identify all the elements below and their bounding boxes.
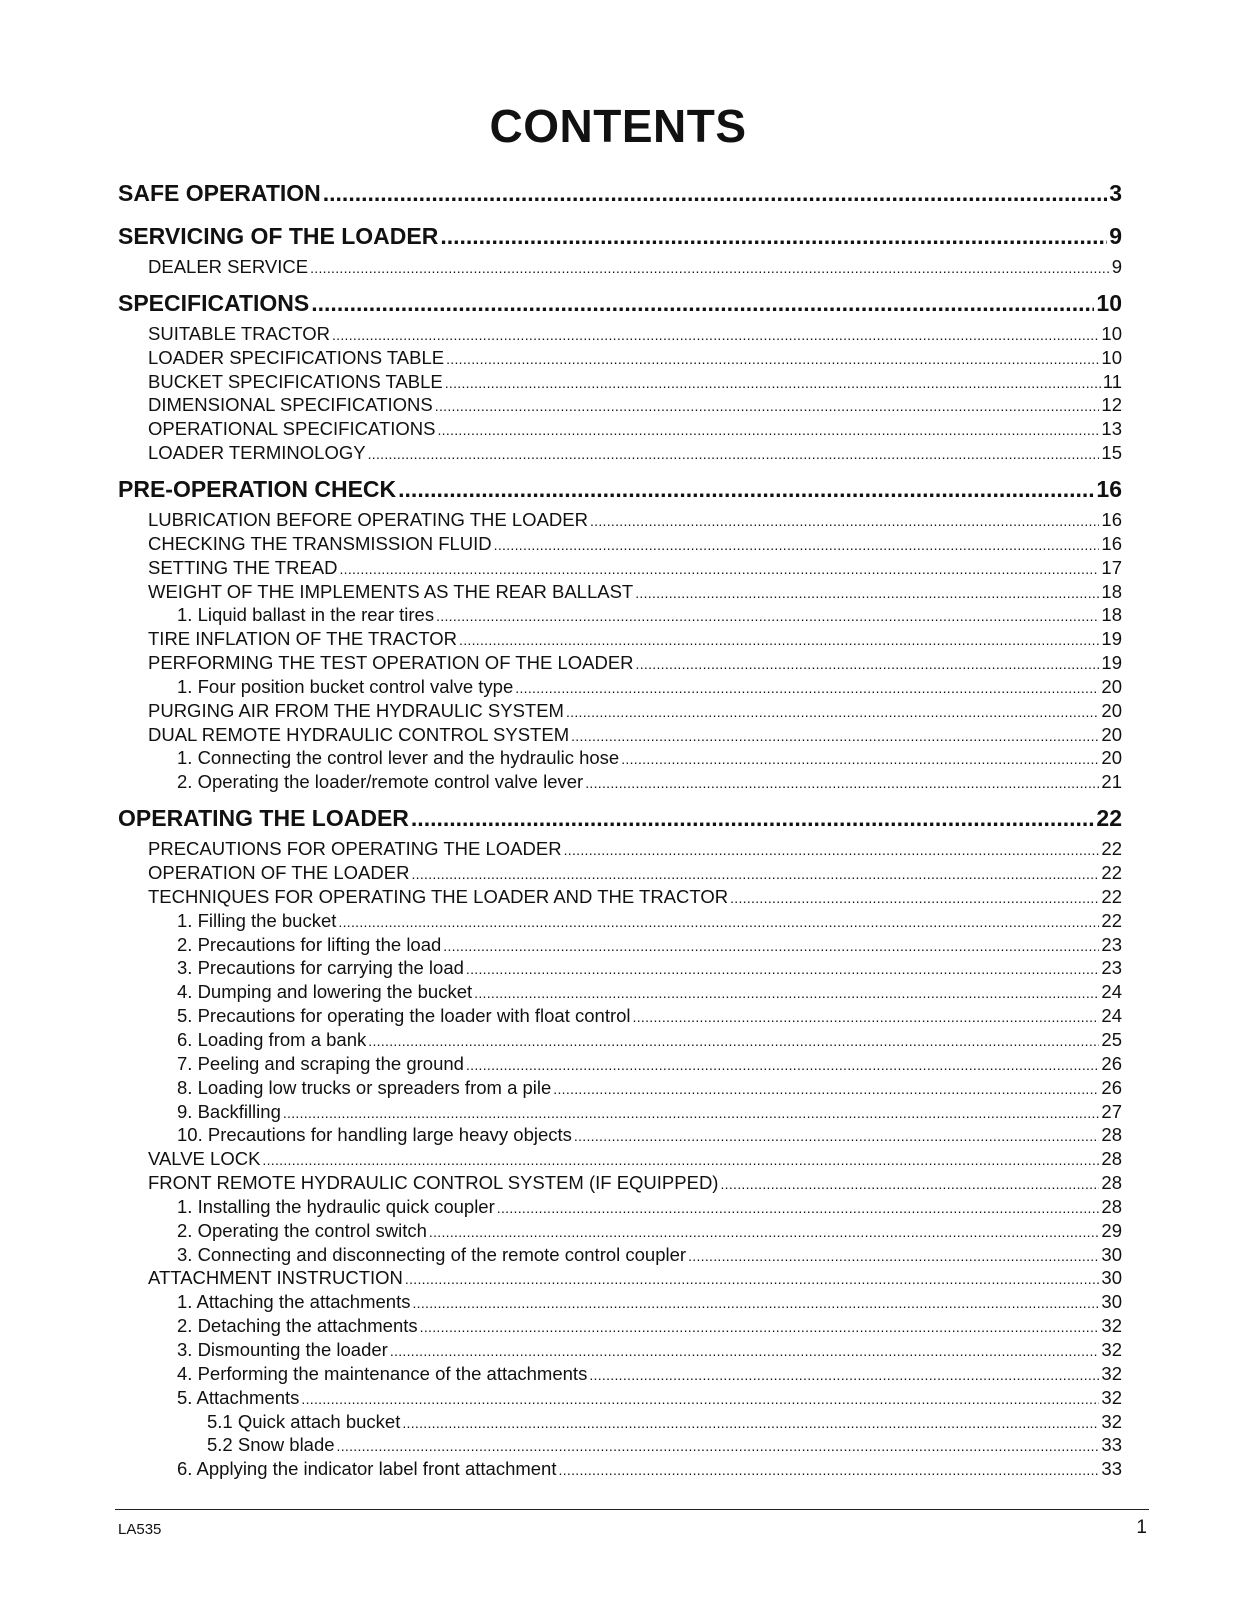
toc-entry-level-1 — [118, 803, 1122, 833]
toc-entry-page-number: 26 — [1101, 1052, 1122, 1074]
toc-entry-page-number: 22 — [1096, 805, 1122, 832]
toc-entry-page-number: 16 — [1096, 475, 1122, 502]
toc-entry-page-number: 28 — [1101, 1195, 1122, 1217]
toc-entry-title: 6. Loading from a bank — [177, 1028, 367, 1050]
toc-entry-title: PRECAUTIONS FOR OPERATING THE LOADER — [148, 838, 562, 860]
toc-entry-page-number: 32 — [1101, 1386, 1122, 1408]
dot-leader — [590, 509, 1099, 533]
toc-entry-title: 7. Peeling and scraping the ground — [177, 1052, 464, 1074]
toc-entry-page-number: 26 — [1101, 1076, 1122, 1098]
toc-entry-level-2 — [118, 699, 1122, 723]
toc-entry-level-3 — [118, 933, 1122, 957]
dot-leader — [412, 1291, 1099, 1315]
dot-leader — [405, 1267, 1100, 1291]
toc-entry-title: 1. Filling the bucket — [177, 909, 337, 931]
toc-entry-page-number: 22 — [1101, 885, 1122, 907]
toc-entry-title: OPERATING THE LOADER — [118, 805, 409, 832]
toc-entry-title: SETTING THE TREAD — [148, 556, 338, 578]
dot-leader — [429, 1220, 1100, 1244]
toc-entry-level-2 — [118, 556, 1122, 580]
toc-entry-page-number: 13 — [1101, 418, 1122, 440]
toc-entry-level-1 — [118, 474, 1122, 504]
dot-leader — [339, 557, 1099, 581]
footer-document-code: LA535 — [118, 1521, 162, 1538]
toc-entry-level-3 — [118, 1100, 1122, 1124]
toc-entry-level-4 — [118, 1410, 1122, 1434]
toc-entry-title: TIRE INFLATION OF THE TRACTOR — [148, 628, 458, 650]
toc-entry-title: FRONT REMOTE HYDRAULIC CONTROL SYSTEM (IF EQUIPPED) — [148, 1172, 719, 1194]
toc-entry-page-number: 10 — [1101, 322, 1122, 344]
toc-entry-level-2 — [118, 441, 1122, 465]
toc-entry-page-number: 23 — [1101, 957, 1122, 979]
toc-entry-page-number: 20 — [1101, 699, 1122, 721]
toc-entry-level-2 — [118, 861, 1122, 885]
toc-entry-title: 5.1 Quick attach bucket — [207, 1410, 401, 1432]
toc-entry-page-number: 30 — [1101, 1267, 1122, 1289]
toc-entry-level-3 — [118, 746, 1122, 770]
toc-entry-level-3 — [118, 1314, 1122, 1338]
toc-entry-page-number: 22 — [1101, 909, 1122, 931]
toc-entry-level-3 — [118, 956, 1122, 980]
toc-entry-title: SPECIFICATIONS — [118, 289, 310, 316]
toc-entry-title: PERFORMING THE TEST OPERATION OF THE LOADER — [148, 652, 634, 674]
toc-entry-page-number: 27 — [1101, 1100, 1122, 1122]
toc-entry-level-3 — [118, 1386, 1122, 1410]
toc-entry-level-2 — [118, 255, 1122, 279]
dot-leader — [497, 1196, 1100, 1220]
toc-entry-title: OPERATION OF THE LOADER — [148, 862, 410, 883]
toc-entry-page-number: 20 — [1101, 675, 1122, 697]
toc-entry-title: 5. Attachments — [177, 1386, 300, 1408]
toc-entry-page-number: 22 — [1101, 838, 1122, 860]
dot-leader — [446, 347, 1099, 371]
toc-entry-title: 5. Precautions for operating the loader with float control — [177, 1005, 631, 1027]
toc-entry-page-number: 29 — [1101, 1219, 1122, 1241]
toc-entry-page-number: 32 — [1101, 1315, 1122, 1337]
toc-entry-page-number: 28 — [1101, 1124, 1122, 1146]
toc-entry-page-number: 33 — [1101, 1458, 1122, 1480]
toc-entry-page-number: 11 — [1102, 370, 1122, 392]
toc-entry-page-number: 33 — [1101, 1434, 1122, 1456]
dot-leader — [262, 1148, 1099, 1172]
toc-entry-title: 2. Operating the control switch — [177, 1219, 427, 1241]
dot-leader — [633, 1005, 1100, 1029]
dot-leader — [436, 604, 1099, 628]
dot-leader — [688, 1244, 1099, 1268]
toc-entry-level-2 — [118, 837, 1122, 861]
toc-entry-title: 4. Performing the maintenance of the attachments — [177, 1362, 588, 1384]
toc-entry-level-1 — [118, 178, 1122, 208]
toc-entry-page-number: 17 — [1101, 556, 1122, 578]
toc-entry-level-2 — [118, 723, 1122, 747]
dot-leader — [337, 1434, 1100, 1458]
toc-entry-page-number: 16 — [1101, 508, 1122, 530]
toc-entry-level-2 — [118, 1266, 1122, 1290]
toc-entry-title: DUAL REMOTE HYDRAULIC CONTROL SYSTEM — [148, 723, 570, 745]
toc-entry-page-number: 12 — [1101, 394, 1122, 416]
toc-entry-title: WEIGHT OF THE IMPLEMENTS AS THE REAR BALLAST — [148, 580, 634, 602]
toc-entry-page-number: 20 — [1101, 747, 1122, 769]
toc-entry-level-3 — [118, 1028, 1122, 1052]
dot-leader — [411, 862, 1099, 886]
page-title: CONTENTS — [489, 100, 747, 152]
toc-entry-title: 2. Operating the loader/remote control valve lever — [177, 771, 584, 793]
toc-entry-title: LUBRICATION BEFORE OPERATING THE LOADER — [148, 508, 588, 530]
toc-entry-title: 4. Dumping and lowering the bucket — [177, 981, 473, 1003]
toc-entry-level-3 — [118, 675, 1122, 699]
dot-leader — [368, 442, 1100, 466]
dot-leader — [459, 628, 1099, 652]
toc-entry-page-number: 20 — [1101, 723, 1122, 745]
footer-page-number: 1 — [1136, 1517, 1147, 1538]
dot-leader — [564, 838, 1100, 862]
toc-entry-title: PRE-OPERATION CHECK — [118, 475, 397, 502]
dot-leader — [411, 803, 1094, 833]
toc-entry-page-number: 9 — [1111, 256, 1122, 277]
toc-entry-page-number: 28 — [1101, 1148, 1122, 1170]
dot-leader — [420, 1315, 1100, 1339]
toc-entry-page-number: 19 — [1101, 628, 1122, 650]
toc-entry-title: LOADER TERMINOLOGY — [148, 442, 366, 464]
toc-entry-title: 3. Dismounting the loader — [177, 1339, 388, 1360]
dot-leader — [466, 1053, 1099, 1077]
dot-leader — [515, 676, 1099, 700]
toc-entry-title: PURGING AIR FROM THE HYDRAULIC SYSTEM — [148, 699, 564, 721]
dot-leader — [445, 371, 1101, 395]
toc-entry-level-3 — [118, 1076, 1122, 1100]
toc-entry-level-2 — [118, 508, 1122, 532]
toc-entry-page-number: 19 — [1101, 652, 1122, 674]
toc-entry-page-number: 15 — [1101, 442, 1122, 464]
toc-entry-title: 3. Connecting and disconnecting of the remote control coupler — [177, 1243, 687, 1265]
toc-entry-title: DIMENSIONAL SPECIFICATIONS — [148, 394, 433, 416]
dot-leader — [589, 1363, 1099, 1387]
toc-entry-level-2 — [118, 1171, 1122, 1195]
dot-leader — [574, 1124, 1100, 1148]
toc-entry-title: 8. Loading low trucks or spreaders from a pile — [177, 1076, 552, 1098]
toc-entry-title: 1. Connecting the control lever and the hydraulic hose — [177, 747, 620, 769]
dot-leader — [636, 652, 1100, 676]
toc-entry-page-number: 21 — [1101, 771, 1122, 793]
toc-entry-level-3 — [118, 1243, 1122, 1267]
toc-entry-title: 6. Applying the indicator label front attachment — [177, 1458, 557, 1480]
toc-entry-title: BUCKET SPECIFICATIONS TABLE — [148, 370, 443, 392]
dot-leader — [398, 474, 1094, 504]
toc-entry-level-2 — [118, 346, 1122, 370]
toc-entry-level-3 — [118, 1195, 1122, 1219]
toc-entry-title: SAFE OPERATION — [118, 180, 321, 206]
toc-entry-page-number: 18 — [1101, 580, 1122, 602]
toc-entry-title: 2. Detaching the attachments — [177, 1315, 418, 1337]
dot-leader — [402, 1411, 1099, 1435]
toc-entry-page-number: 24 — [1101, 981, 1122, 1003]
toc-entry-title: 10. Precautions for handling large heavy objects — [177, 1124, 572, 1146]
toc-entry-title: SUITABLE TRACTOR — [148, 322, 330, 344]
toc-entry-page-number: 3 — [1109, 180, 1122, 206]
dot-leader — [390, 1339, 1100, 1363]
toc-entry-page-number: 10 — [1101, 346, 1122, 368]
dot-leader — [730, 886, 1099, 910]
toc-entry-page-number: 16 — [1101, 532, 1122, 554]
toc-entry-level-2 — [118, 1147, 1122, 1171]
toc-entry-title: SERVICING OF THE LOADER — [118, 223, 439, 249]
toc-entry-title: ATTACHMENT INSTRUCTION — [148, 1267, 403, 1289]
toc-entry-level-3 — [118, 1123, 1122, 1147]
toc-entry-level-3 — [118, 603, 1122, 627]
toc-entry-level-3 — [118, 980, 1122, 1004]
dot-leader — [310, 256, 1110, 280]
dot-leader — [474, 981, 1099, 1005]
dot-leader — [301, 1387, 1099, 1411]
toc-entry-level-2 — [118, 370, 1122, 394]
toc-entry-level-2 — [118, 322, 1122, 346]
dot-leader — [559, 1458, 1100, 1482]
dot-leader — [566, 700, 1099, 724]
dot-leader — [323, 178, 1107, 208]
toc-entry-page-number: 18 — [1101, 604, 1122, 626]
dot-leader — [571, 724, 1099, 748]
toc-entry-title: OPERATIONAL SPECIFICATIONS — [148, 418, 436, 440]
dot-leader — [311, 288, 1094, 318]
dot-leader — [332, 323, 1099, 347]
toc-entry-title: CHECKING THE TRANSMISSION FLUID — [148, 532, 492, 554]
toc-entry-title: TECHNIQUES FOR OPERATING THE LOADER AND THE TRACTOR — [148, 885, 729, 907]
toc-entry-page-number: 28 — [1101, 1172, 1122, 1194]
toc-entry-title: 2. Precautions for lifting the load — [177, 933, 442, 955]
toc-entry-title: 1. Attaching the attachments — [177, 1291, 411, 1313]
toc-entry-level-2 — [118, 627, 1122, 651]
toc-entry-title: 1. Installing the hydraulic quick coupler — [177, 1195, 495, 1217]
toc-entry-level-3 — [118, 1362, 1122, 1386]
toc-entry-level-2 — [118, 580, 1122, 604]
toc-entry-title: LOADER SPECIFICATIONS TABLE — [148, 346, 445, 368]
dot-leader — [338, 910, 1099, 934]
toc-entry-page-number: 23 — [1101, 933, 1122, 955]
dot-leader — [720, 1172, 1099, 1196]
dot-leader — [553, 1077, 1099, 1101]
toc-entry-page-number: 25 — [1101, 1028, 1122, 1050]
toc-entry-level-2 — [118, 417, 1122, 441]
toc-entry-page-number: 30 — [1101, 1243, 1122, 1265]
toc-entry-title: DEALER SERVICE — [148, 256, 309, 277]
dot-leader — [494, 533, 1100, 557]
dot-leader — [621, 747, 1099, 771]
footer-divider — [115, 1509, 1149, 1510]
dot-leader — [585, 771, 1099, 795]
toc-entry-page-number: 32 — [1101, 1410, 1122, 1432]
toc-entry-level-2 — [118, 393, 1122, 417]
toc-entry-title: 3. Precautions for carrying the load — [177, 957, 464, 979]
toc-entry-page-number: 30 — [1101, 1291, 1122, 1313]
toc-entry-page-number: 24 — [1101, 1005, 1122, 1027]
dot-leader — [466, 957, 1100, 981]
toc-entry-level-3 — [118, 1457, 1122, 1481]
dot-leader — [440, 221, 1107, 251]
toc-entry-title: 1. Four position bucket control valve type — [177, 675, 514, 697]
toc-entry-level-4 — [118, 1433, 1122, 1457]
dot-leader — [283, 1101, 1100, 1125]
dot-leader — [443, 934, 1099, 958]
toc-entry-level-3 — [118, 1004, 1122, 1028]
toc-entry-level-2 — [118, 885, 1122, 909]
dot-leader — [435, 394, 1100, 418]
toc-entry-page-number: 22 — [1101, 862, 1122, 883]
dot-leader — [635, 581, 1099, 605]
toc-entry-level-3 — [118, 1052, 1122, 1076]
toc-entry-page-number: 32 — [1101, 1362, 1122, 1384]
toc-entry-title: 1. Liquid ballast in the rear tires — [177, 604, 435, 626]
toc-entry-level-3 — [118, 1219, 1122, 1243]
toc-entry-level-1 — [118, 288, 1122, 318]
toc-entry-level-3 — [118, 770, 1122, 794]
toc-entry-level-2 — [118, 651, 1122, 675]
toc-entry-title: VALVE LOCK — [148, 1148, 261, 1170]
toc-entry-title: 9. Backfilling — [177, 1100, 281, 1122]
toc-entry-level-1 — [118, 221, 1122, 251]
toc-entry-level-3 — [118, 909, 1122, 933]
toc-entry-page-number: 10 — [1096, 289, 1122, 316]
toc-entry-title: 5.2 Snow blade — [207, 1434, 335, 1456]
toc-entry-page-number: 32 — [1101, 1339, 1122, 1360]
toc-entry-page-number: 9 — [1109, 223, 1122, 249]
dot-leader — [368, 1029, 1099, 1053]
toc-entry-level-2 — [118, 532, 1122, 556]
dot-leader — [437, 418, 1099, 442]
toc-entry-level-3 — [118, 1290, 1122, 1314]
toc-entry-level-3 — [118, 1338, 1122, 1362]
